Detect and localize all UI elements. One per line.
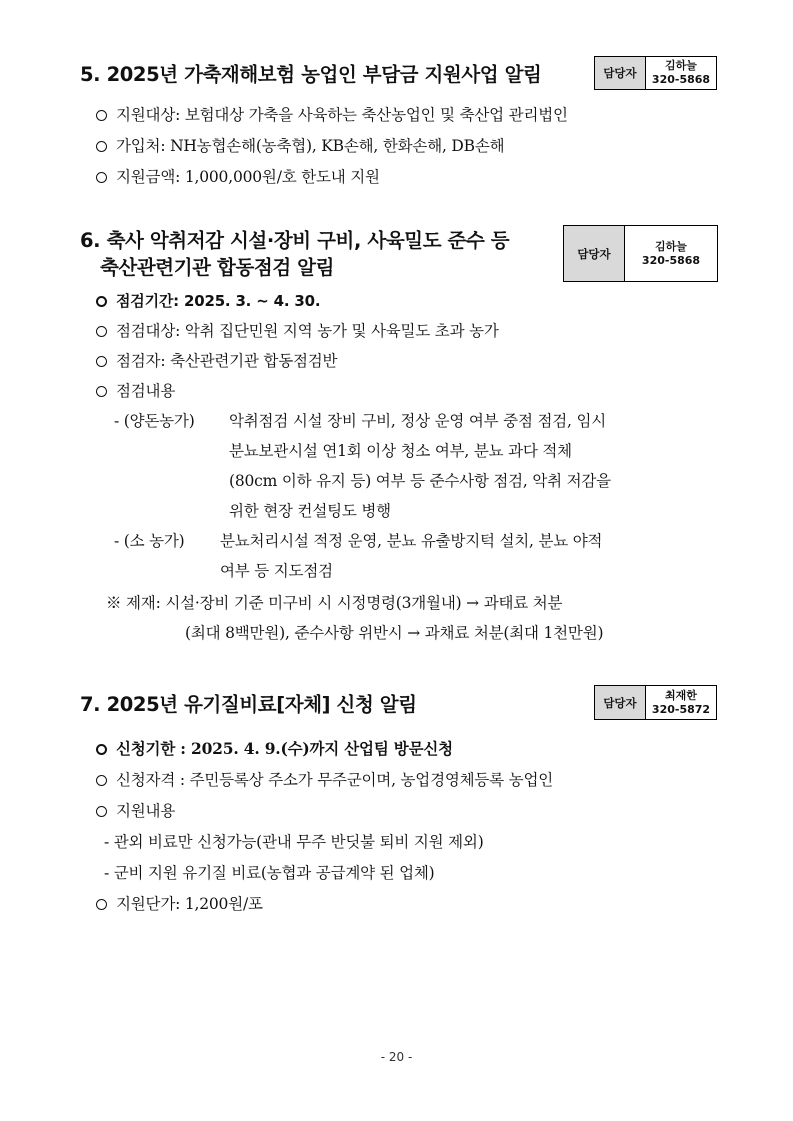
item-text: 점검대상: 악취 집단민원 지역 농가 및 사육밀도 초과 농가 xyxy=(116,322,499,340)
list-item xyxy=(96,135,504,157)
contact-info xyxy=(646,686,716,719)
pig-farm-line: (80cm 이하 유지 등) 여부 등 준수사항 점검, 악취 저감을 xyxy=(229,472,611,490)
circle-bullet-icon xyxy=(96,775,107,786)
list-item xyxy=(96,320,499,342)
circle-bullet-icon xyxy=(96,356,107,367)
section-6-title-line2: 축산관련기관 합동점검 알림 xyxy=(100,256,335,279)
contact-role: 담당자 xyxy=(595,686,646,719)
item-text: 가입처: NH농협손해(농축협), KB손해, 한화손해, DB손해 xyxy=(116,137,505,155)
item-text: 신청기한 : 2025. 4. 9.(수)까지 산업팀 방문신청 xyxy=(116,739,453,758)
section-7-title: 7. 2025년 유기질비료[자체] 신청 알림 xyxy=(80,693,417,716)
dash-item: - 관외 비료만 신청가능(관내 무주 반딧불 퇴비 지원 제외) xyxy=(104,833,484,851)
circle-bullet-icon xyxy=(96,141,107,152)
section-7-contact-box xyxy=(594,685,717,720)
list-item xyxy=(96,380,175,402)
contact-name: 김하늘 xyxy=(655,239,687,253)
pig-farm-line: 분뇨보관시설 연1회 이상 청소 여부, 분뇨 과다 적체 xyxy=(229,442,572,460)
list-item xyxy=(96,769,553,791)
circle-bullet-icon xyxy=(96,110,107,121)
contact-phone: 320-5868 xyxy=(651,73,711,86)
contact-name: 최재한 xyxy=(665,688,697,702)
cattle-farm-label: - (소 농가) xyxy=(114,532,185,550)
item-text: 지원금액: 1,000,000원/호 한도내 지원 xyxy=(116,168,380,186)
item-text: 지원내용 xyxy=(116,802,176,820)
sanction-note-line2: (최대 8백만원), 준수사항 위반시 → 과채료 처분(최대 1천만원) xyxy=(185,624,604,642)
item-text: 지원대상: 보험대상 가축을 사육하는 축산농업인 및 축산업 관리법인 xyxy=(116,106,568,124)
section-5-title: 5. 2025년 가축재해보험 농업인 부담금 지원사업 알림 xyxy=(80,63,542,86)
contact-name: 김하늘 xyxy=(665,59,697,72)
section-6-contact-box xyxy=(563,225,718,282)
cattle-farm-line: 분뇨처리시설 적정 운영, 분뇨 유출방지턱 설치, 분뇨 야적 xyxy=(220,532,603,550)
circle-bullet-icon xyxy=(96,806,107,817)
item-text: 신청자격 : 주민등록상 주소가 무주군이며, 농업경영체등록 농업인 xyxy=(116,771,553,789)
item-text: 점검자: 축산관련기관 합동점검반 xyxy=(116,352,338,370)
section-5-contact-box xyxy=(594,56,717,90)
circle-bullet-icon xyxy=(96,326,107,337)
circle-bullet-icon xyxy=(96,172,107,183)
list-item xyxy=(96,166,380,188)
circle-bullet-icon xyxy=(96,899,107,910)
contact-role: 담당자 xyxy=(564,226,625,281)
item-text: 점검내용 xyxy=(116,382,176,400)
page-number: - 20 - xyxy=(380,1050,413,1064)
contact-info xyxy=(625,226,717,281)
contact-role: 담당자 xyxy=(595,57,646,89)
pig-farm-line: 악취점검 시설 장비 구비, 정상 운영 여부 중점 점검, 임시 xyxy=(229,412,607,430)
inspection-period xyxy=(96,290,320,312)
section-6-title: 6. 축사 악취저감 시설·장비 구비, 사육밀도 준수 등 xyxy=(80,229,510,252)
list-item xyxy=(96,800,175,822)
circle-bullet-icon xyxy=(96,386,107,397)
circle-bullet-icon xyxy=(96,744,107,755)
list-item xyxy=(96,893,263,915)
pig-farm-line: 위한 현장 컨설팅도 병행 xyxy=(229,502,391,520)
contact-info xyxy=(646,57,716,89)
item-text: 지원단가: 1,200원/포 xyxy=(116,895,263,913)
list-item xyxy=(96,350,337,372)
dash-item: - 군비 지원 유기질 비료(농협과 공급계약 된 업체) xyxy=(104,864,435,882)
sanction-note: ※ 제재: 시설·장비 기준 미구비 시 시정명령(3개월내) → 과태료 처분 xyxy=(106,594,563,612)
contact-phone: 320-5872 xyxy=(651,702,711,716)
pig-farm-label: - (양돈농가) xyxy=(114,412,195,430)
application-deadline xyxy=(96,738,453,760)
contact-phone: 320-5868 xyxy=(641,253,701,267)
list-item xyxy=(96,104,568,126)
item-text: 점검기간: 2025. 3. ~ 4. 30. xyxy=(116,292,321,310)
circle-bullet-icon xyxy=(96,296,107,307)
cattle-farm-line: 여부 등 지도점검 xyxy=(220,562,333,580)
